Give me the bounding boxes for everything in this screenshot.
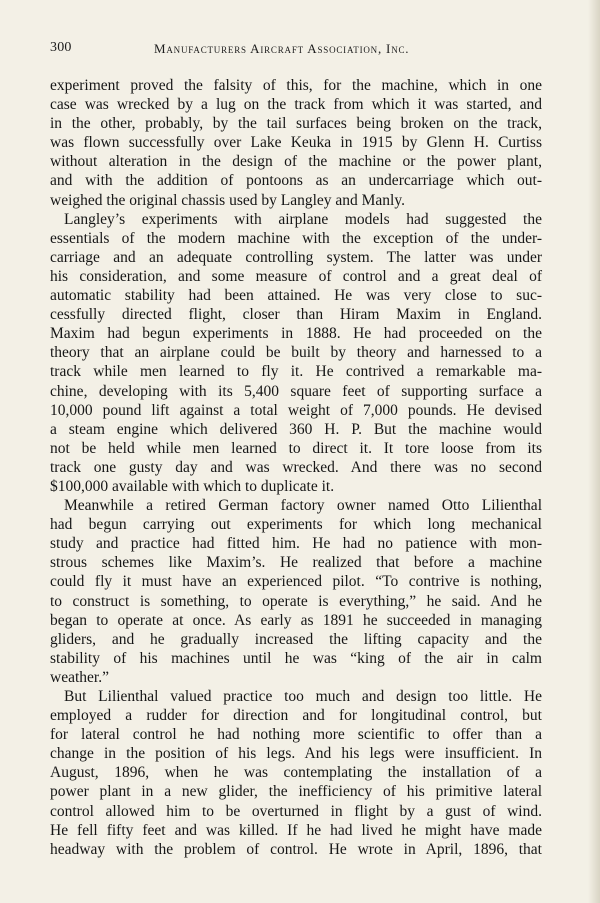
text-line: without alteration in the design of the machine or the power plant, bbox=[50, 153, 542, 171]
text-line: control allowed him to be overturned in flight by a gust of wind. bbox=[50, 802, 542, 820]
text-line: stability of his machines until he was “king of the air in calm bbox=[50, 649, 542, 667]
text-line: August, 1896, when he was contemplating the installation of a bbox=[50, 764, 542, 782]
text-line: He fell fifty feet and was killed. If he had lived he might have made bbox=[50, 821, 542, 839]
text-line: could fly it must have an experienced pilot. “To contrive is nothing, bbox=[50, 573, 542, 591]
text-line: study and practice had fitted him. He had no patience with mon- bbox=[50, 535, 542, 553]
text-line: But Lilienthal valued practice too much and design too little. He bbox=[64, 688, 542, 705]
text-line: 10,000 pound lift against a total weight of 7,000 pounds. He devised bbox=[50, 401, 542, 419]
text-line: Langley’s experiments with airplane models had suggested the bbox=[64, 210, 542, 228]
text-line: carriage and an adequate controlling system. The latter was under bbox=[50, 248, 542, 266]
text-line: theory that an airplane could be built by theory and harnessed to a bbox=[50, 344, 542, 362]
text-line: a steam engine which delivered 360 H. P. But the machine would bbox=[50, 420, 542, 438]
text-line: was flown successfully over Lake Keuka in 1915 by Glenn H. Curtiss bbox=[50, 134, 542, 152]
text-line: headway with the problem of control. He wrote in April, 1896, that bbox=[50, 840, 542, 858]
text-line: $100,000 available with which to duplicate it. bbox=[50, 477, 335, 495]
text-line: cessfully directed flight, closer than Hiram Maxim in England. bbox=[50, 306, 542, 324]
text-line: gliders, and he gradually increased the lifting capacity and the bbox=[50, 630, 542, 648]
text-line: weather.” bbox=[50, 668, 109, 686]
text-line: to construct is something, to operate is everything,” he said. And he bbox=[50, 592, 542, 610]
text-line: track one gusty day and was wrecked. And there was no second bbox=[50, 458, 542, 476]
text-line: and with the addition of pontoons as an undercarriage which out- bbox=[50, 172, 542, 190]
page-header bbox=[50, 40, 550, 60]
text-line: power plant in a new glider, the inefficiency of his primitive lateral bbox=[50, 783, 542, 801]
text-line: essentials of the modern machine with the exception of the under- bbox=[50, 229, 542, 247]
text-line: his consideration, and some measure of control and a great deal of bbox=[50, 267, 542, 285]
text-line: case was wrecked by a lug on the track from which it was started, and bbox=[50, 96, 542, 114]
text-line: experiment proved the falsity of this, for the machine, which in one bbox=[50, 77, 542, 94]
text-line: chine, developing with its 5,400 square feet of supporting surface a bbox=[50, 382, 542, 400]
paragraph bbox=[50, 496, 542, 687]
body-text bbox=[50, 76, 542, 859]
paragraph bbox=[50, 687, 542, 859]
text-line: had begun carrying out experiments for which long mechanical bbox=[50, 516, 542, 534]
text-line: began to operate at once. As early as 1891 he succeeded in managing bbox=[50, 611, 542, 629]
text-line: weighed the original chassis used by Langley and Manly. bbox=[50, 191, 405, 209]
text-line: for lateral control he had nothing more scientific to offer than a bbox=[50, 726, 542, 744]
text-line: change in the position of his legs. And his legs were insufficient. In bbox=[50, 745, 542, 763]
text-line: employed a rudder for direction and for longitudinal control, but bbox=[50, 707, 542, 725]
text-line: Meanwhile a retired German factory owner named Otto Lilienthal bbox=[64, 497, 542, 515]
text-line: Maxim had begun experiments in 1888. He had proceeded on the bbox=[50, 325, 542, 343]
text-line: not be held while men learned to direct it. It tore loose from its bbox=[50, 439, 542, 457]
page-number: 300 bbox=[50, 40, 72, 55]
paragraph bbox=[50, 76, 542, 210]
page-edge-shadow bbox=[588, 0, 600, 903]
text-line: automatic stability had been attained. He was very close to suc- bbox=[50, 287, 542, 305]
text-line: strous schemes like Maxim’s. He realized that before a machine bbox=[50, 554, 542, 572]
running-head: Manufacturers Aircraft Association, Inc. bbox=[154, 41, 410, 56]
paragraph bbox=[50, 210, 542, 496]
text-line: track while men learned to fly it. He contrived a remarkable ma- bbox=[50, 363, 542, 381]
text-line: in the other, probably, by the tail surfaces being broken on the track, bbox=[50, 115, 542, 133]
